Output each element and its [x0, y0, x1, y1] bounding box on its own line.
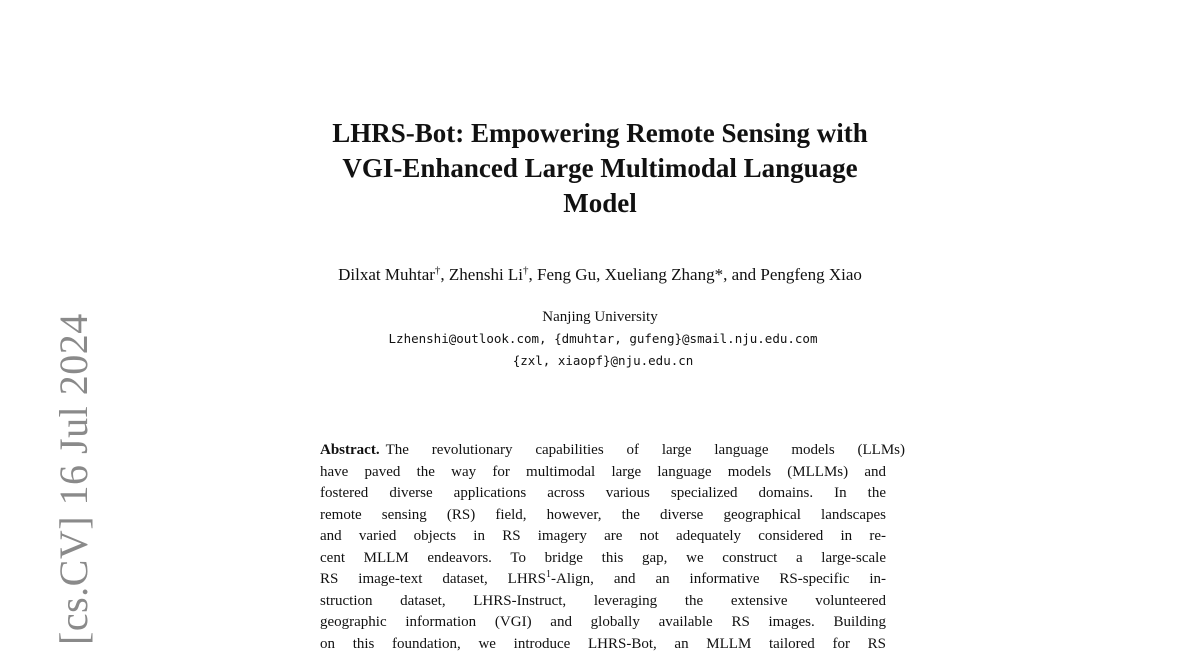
abstract-line: [320, 569, 886, 591]
abstract-line: fostered diverse applications across various specialized domains. In the: [320, 483, 886, 505]
abstract-heading: Abstract.: [320, 442, 380, 458]
abstract-line: on this foundation, we introduce LHRS-Bot, an MLLM tailored for RS: [320, 634, 886, 655]
abstract-text: -Align, and an informative RS-specific in-: [551, 571, 886, 587]
abstract-line: [320, 440, 905, 462]
abstract-line: struction dataset, LHRS-Instruct, leveraging the extensive volunteered: [320, 591, 886, 613]
title-line: Model: [220, 186, 980, 221]
footnote-mark: 1: [546, 569, 551, 580]
abstract-line: have paved the way for multimodal large language models (MLLMs) and: [320, 462, 886, 484]
abstract-line: cent MLLM endeavors. To bridge this gap, we construct a large-scale: [320, 548, 886, 570]
paper-title: [220, 116, 980, 221]
abstract-text: RS image-text dataset, LHRS: [320, 571, 546, 587]
author-names-rest: , Feng Gu, Xueliang Zhang*, and Pengfeng Xiao: [529, 265, 862, 284]
author-emails: {zxl, xiaopf}@nju.edu.cn: [200, 351, 1006, 371]
abstract-line: remote sensing (RS) field, however, the diverse geographical landscapes: [320, 505, 886, 527]
abstract-text: The revolutionary capabilities of large language models (LLMs): [386, 442, 905, 458]
abstract: [320, 440, 905, 655]
author-separator: ,: [440, 265, 449, 284]
equal-contribution-mark: †: [435, 264, 441, 276]
author-name: Zhenshi Li: [449, 265, 523, 284]
abstract-line: and varied objects in RS imagery are not adequately considered in re-: [320, 526, 886, 548]
affiliation: Nanjing University: [200, 307, 1000, 327]
author-emails: Lzhenshi@outlook.com, {dmuhtar, gufeng}@smail.nju.edu.com: [200, 329, 1006, 349]
title-line: LHRS-Bot: Empowering Remote Sensing with: [220, 116, 980, 151]
equal-contribution-mark: †: [523, 264, 529, 276]
arxiv-identifier-stamp: [cs.CV] 16 Jul 2024: [50, 313, 97, 645]
title-line: VGI-Enhanced Large Multimodal Language: [220, 151, 980, 186]
author-list: [200, 264, 1000, 286]
abstract-line: geographic information (VGI) and globally available RS images. Building: [320, 612, 886, 634]
author-name: Dilxat Muhtar: [338, 265, 435, 284]
